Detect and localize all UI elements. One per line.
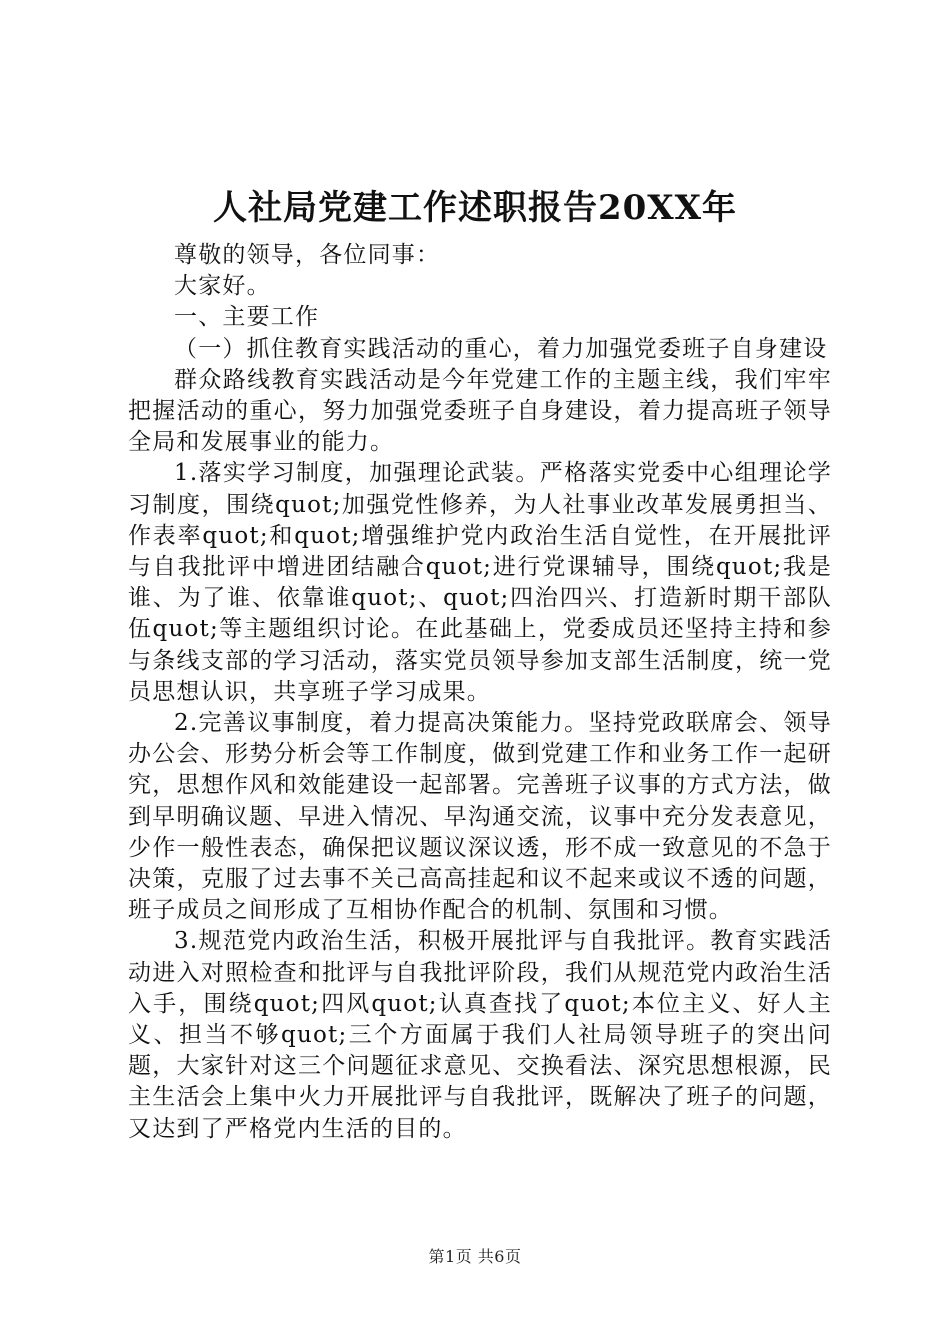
paragraph: 群众路线教育实践活动是今年党建工作的主题主线，我们牢牢把握活动的重心，努力加强党委班子自身建设，着力提高班子领导全局和发展事业的能力。 [128, 366, 832, 456]
paragraph: 2.完善议事制度，着力提高决策能力。坚持党政联席会、领导办公会、形势分析会等工作制度，做到党建工作和业务工作一起研究，思想作风和效能建设一起部署。完善班子议事的方式方法，做到早明确议题、早进入情况、早沟通交流，议事中充分发表意见，少作一般性表态，确保把议题议深议透，形不成一致意见的不急于决策，克服了过去事不关己高高挂起和议不起来或议不透的问题，班子成员之间形成了互相协作配合的机制、氛围和习惯。 [128, 710, 832, 924]
greeting: 大家好。 [174, 273, 271, 300]
paragraph: 3.规范党内政治生活，积极开展批评与自我批评。教育实践活动进入对照检查和批评与自我批评阶段，我们从规范党内政治生活入手，围绕quot;四风quot;认真查找了quot;本位主义、好人主义、担当不够quot;三个方面属于我们人社局领导班子的突出问题，大家针对这三个问题征求意见、交换看法、深究思想根源，民主生活会上集中火力开展批评与自我批评，既解决了班子的问题，又达到了严格党内生活的目的。 [128, 928, 832, 1142]
paragraph: 1.落实学习制度，加强理论武装。严格落实党委中心组理论学习制度，围绕quot;加强党性修养，为人社事业改革发展勇担当、作表率quot;和quot;增强维护党内政治生活自觉性，在开展批评与自我批评中增进团结融合quot;进行党课辅导，围绕quot;我是谁、为了谁、依靠谁quot;、quot;四治四兴、打造新时期干部队伍quot;等主题组织讨论。在此基础上，党委成员还坚持主持和参与条线支部的学习活动，落实党员领导参加支部生活制度，统一党员思想认识，共享班子学习成果。 [128, 460, 832, 705]
page-footer: 第1页 共6页 [428, 1247, 522, 1266]
salutation: 尊敬的领导，各位同事： [174, 242, 441, 268]
section-heading: 一、主要工作 [174, 304, 320, 331]
document-title: 人社局党建工作述职报告20XX年 [212, 188, 738, 228]
subsection-heading: （一）抓住教育实践活动的重心，着力加强党委班子自身建设 [174, 335, 828, 362]
document-body [128, 240, 832, 1145]
